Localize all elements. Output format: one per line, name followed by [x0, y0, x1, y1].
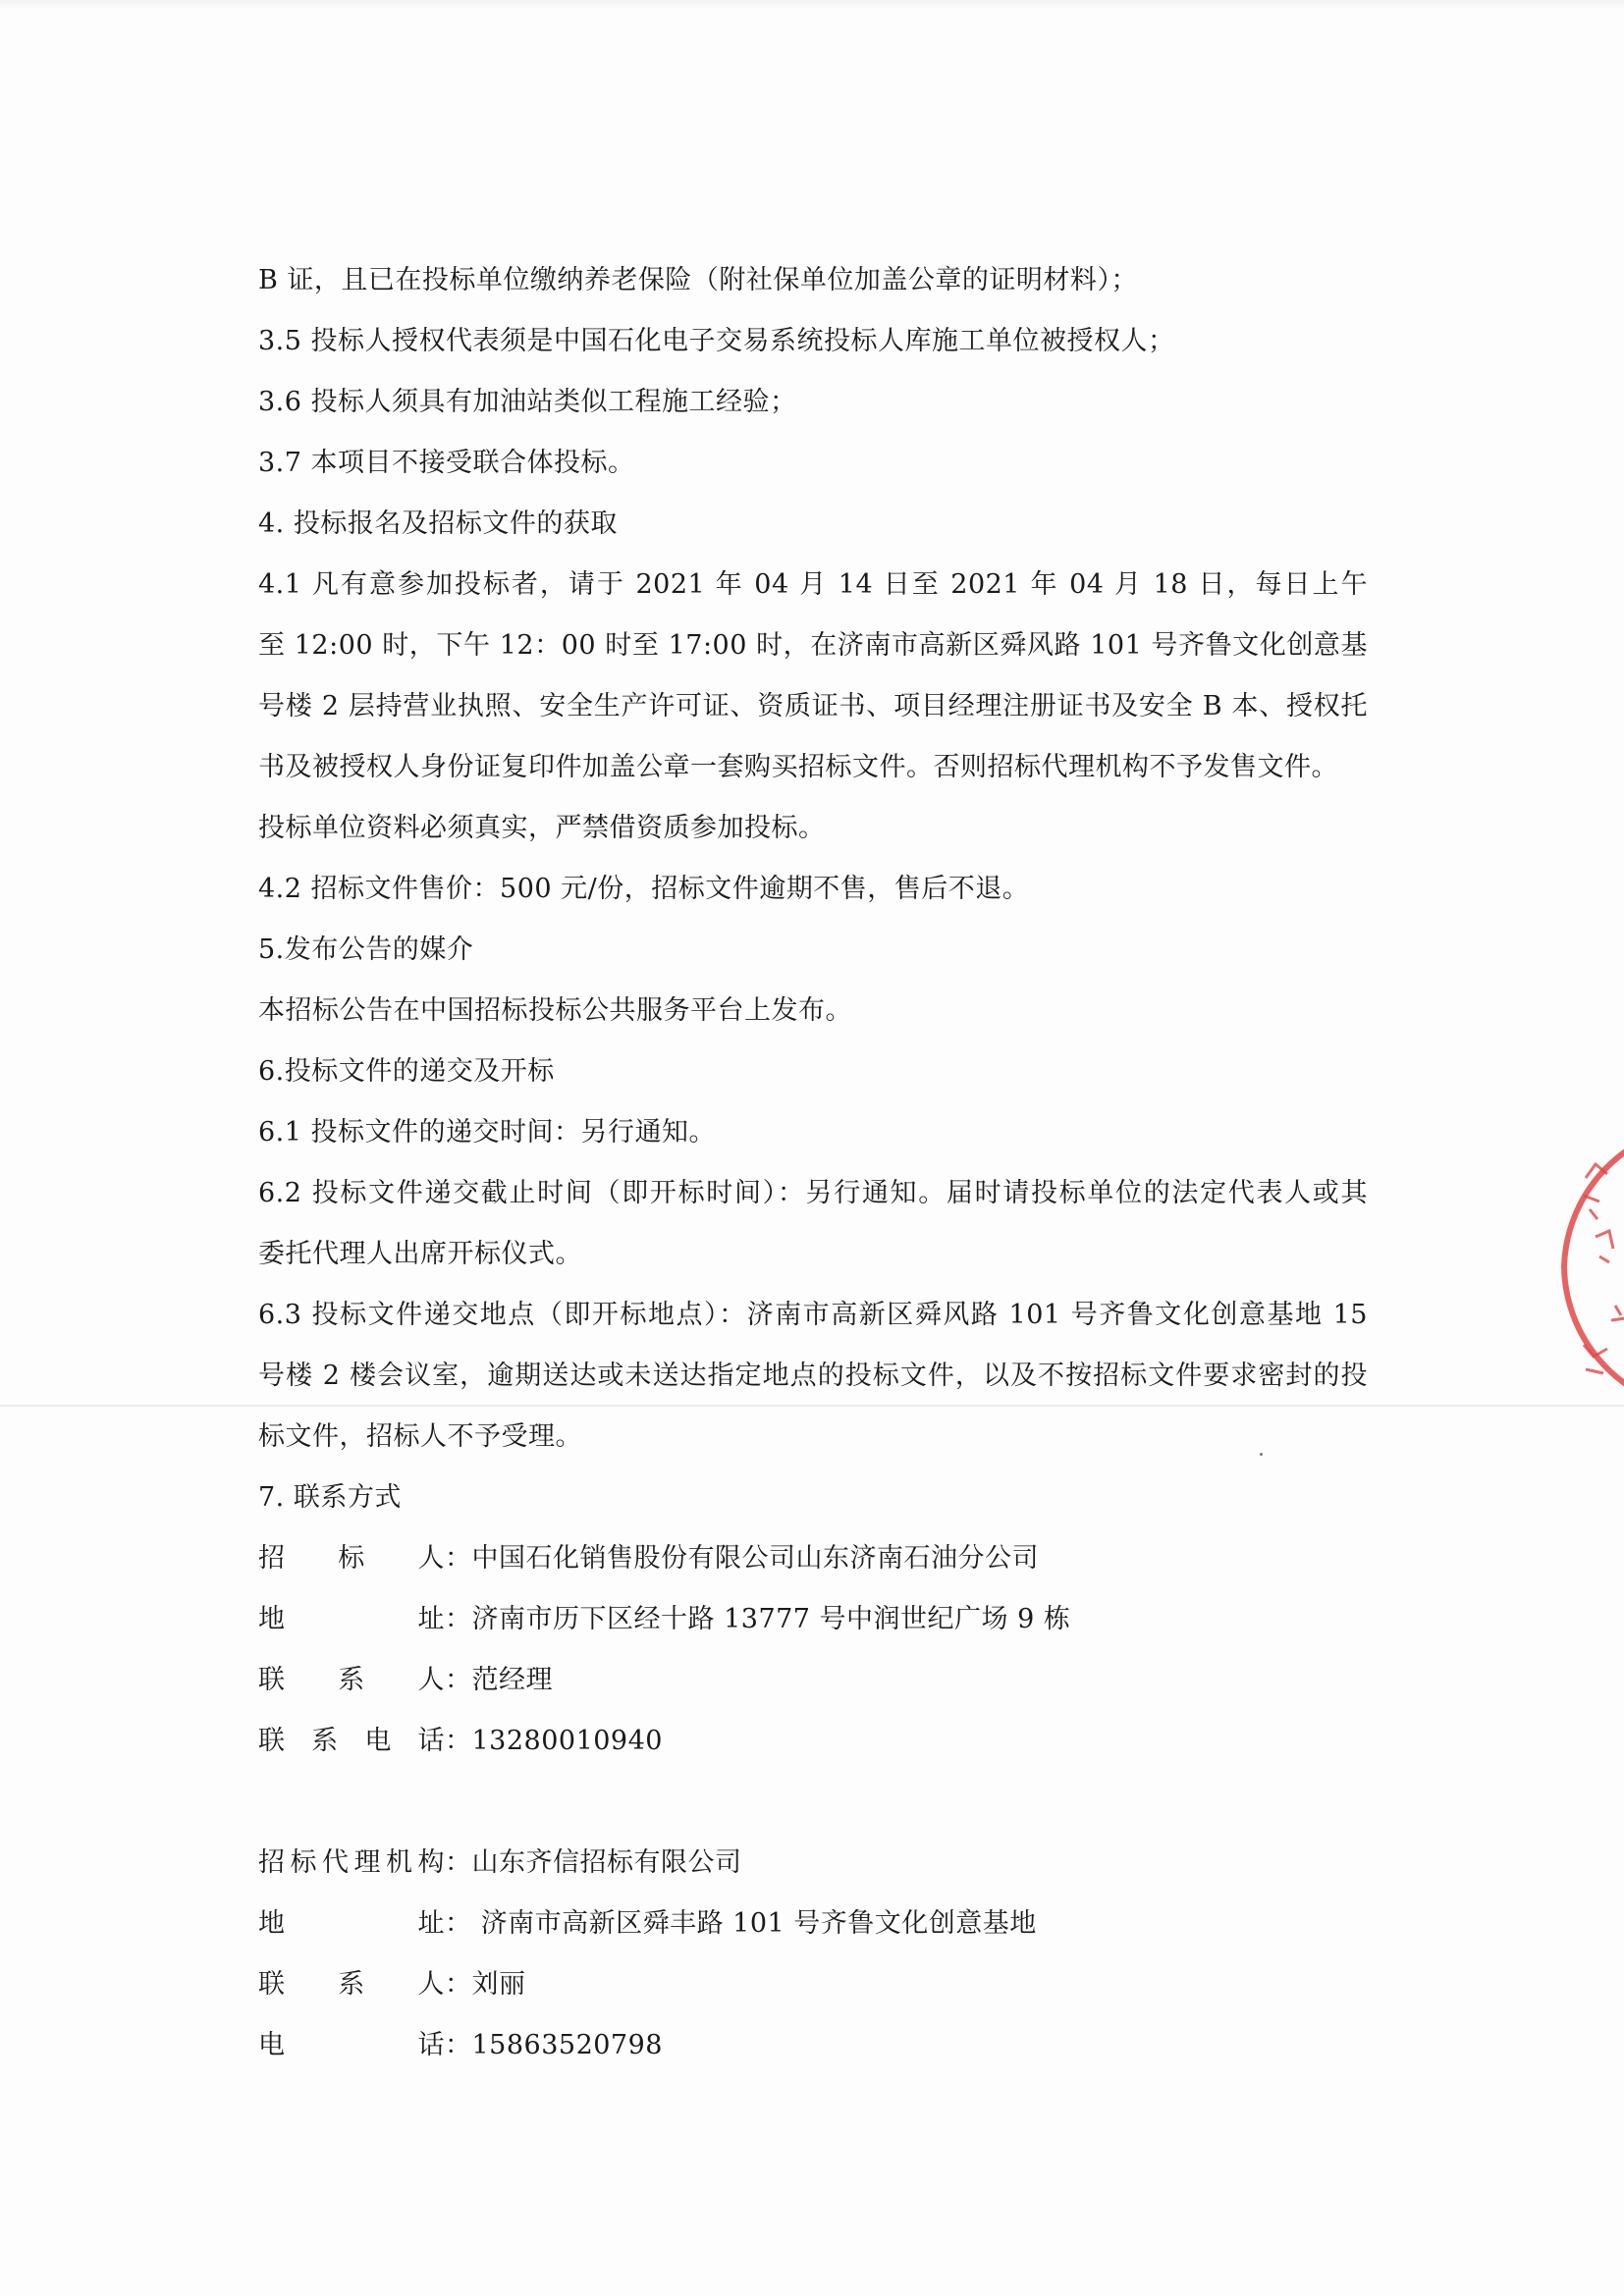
- label-separator: ：: [445, 2030, 472, 2060]
- contact-label: [258, 1833, 445, 1894]
- contact-label: [258, 2015, 445, 2076]
- paragraph-line: 6.1 投标文件的递交时间：另行通知。: [258, 1117, 717, 1148]
- label-char: 理: [353, 1847, 381, 1878]
- contact-label: [258, 1650, 445, 1711]
- label-separator: ：: [445, 1665, 472, 1695]
- paragraph-line: 3.7 本项目不接受联合体投标。: [258, 448, 635, 478]
- label-char: 地: [258, 1604, 286, 1634]
- label-separator: ：: [445, 1847, 472, 1878]
- contact-value: 济南市历下区经十路 13777 号中润世纪广场 9 栋: [471, 1604, 1071, 1634]
- label-char: 址: [417, 1908, 445, 1939]
- contact-row-phone: [258, 2015, 1368, 2076]
- contact-value: 13280010940: [471, 1726, 663, 1756]
- contact-label: [258, 1528, 445, 1589]
- label-separator: ：: [445, 1543, 472, 1574]
- scan-speck: [1260, 1453, 1263, 1456]
- label-separator: ：: [445, 1908, 472, 1939]
- label-separator: ：: [445, 1969, 472, 2000]
- paragraph-line: 6.3 投标文件递交地点（即开标地点）：济南市高新区舜风路 101 号齐鲁文化创意基地 15: [258, 1300, 1368, 1330]
- label-char: 电: [258, 2030, 286, 2060]
- label-char: 系: [338, 1969, 365, 2000]
- paragraph-line: 4.1 凡有意参加投标者，请于 2021 年 04 月 14 日至 2021 年 04 月 18 日，每日上午: [258, 569, 1368, 600]
- contact-row-agency: [258, 1833, 1368, 1894]
- block-spacer: [258, 1772, 1368, 1833]
- paragraph-line: 本招标公告在中国招标投标公共服务平台上发布。: [258, 995, 852, 1026]
- paragraph-line: 3.6 投标人须具有加油站类似工程施工经验；: [258, 387, 797, 417]
- contact-value: 山东齐信招标有限公司: [471, 1847, 742, 1878]
- label-char: 系: [311, 1726, 339, 1756]
- section-heading: 6.投标文件的递交及开标: [258, 1056, 555, 1087]
- contact-value: 范经理: [471, 1665, 553, 1695]
- section-heading: 4. 投标报名及招标文件的获取: [258, 508, 618, 539]
- paragraph-line: 号楼 2 楼会议室，逾期送达或未送达指定地点的投标文件，以及不按招标文件要求密封的投: [258, 1361, 1368, 1391]
- paragraph-line: 6.2 投标文件递交截止时间（即开标时间）：另行通知。届时请投标单位的法定代表人或其: [258, 1178, 1368, 1208]
- label-char: 话: [417, 1726, 445, 1756]
- label-char: 人: [417, 1665, 445, 1695]
- contact-row-tenderer: [258, 1528, 1368, 1589]
- contact-row-phone: [258, 1711, 1368, 1772]
- contact-value: 中国石化销售股份有限公司山东济南石油分公司: [471, 1543, 1039, 1574]
- paragraph-line: 号楼 2 层持营业执照、安全生产许可证、资质证书、项目经理注册证书及安全 B 本、授权托: [258, 691, 1368, 721]
- label-char: 系: [338, 1665, 365, 1695]
- label-char: 招: [258, 1847, 286, 1878]
- label-char: 代: [322, 1847, 350, 1878]
- label-separator: ：: [445, 1604, 472, 1634]
- paragraph-line: 委托代理人出席开标仪式。: [258, 1239, 582, 1269]
- contact-label: [258, 1711, 445, 1772]
- contact-row-contact-person: [258, 1650, 1368, 1711]
- label-char: 联: [258, 1969, 286, 2000]
- label-char: 招: [258, 1543, 286, 1574]
- paragraph-line: 标文件，招标人不予受理。: [258, 1421, 582, 1452]
- paragraph-line: 至 12:00 时，下午 12：00 时至 17:00 时，在济南市高新区舜风路 101 号齐鲁文化创意基: [258, 630, 1368, 661]
- label-char: 电: [364, 1726, 392, 1756]
- label-char: 标: [290, 1847, 317, 1878]
- contact-value: 15863520798: [471, 2030, 663, 2060]
- label-char: 标: [338, 1543, 365, 1574]
- official-seal-stamp: [1556, 1099, 1624, 1433]
- section-heading: 7. 联系方式: [258, 1482, 402, 1513]
- tenderer-contact-block: [258, 1528, 1368, 1772]
- contact-row-address: [258, 1894, 1368, 1954]
- label-char: 联: [258, 1726, 286, 1756]
- label-char: 人: [417, 1969, 445, 2000]
- scan-top-edge: [0, 0, 1624, 10]
- label-char: 址: [417, 1604, 445, 1634]
- label-char: 机: [386, 1847, 413, 1878]
- label-char: 人: [417, 1543, 445, 1574]
- paragraph-line: 4.2 招标文件售价：500 元/份，招标文件逾期不售，售后不退。: [258, 874, 1030, 904]
- agency-contact-block: [258, 1833, 1368, 2076]
- document-body: [258, 250, 1368, 2076]
- section-heading: 5.发布公告的媒介: [258, 934, 474, 965]
- contact-row-address: [258, 1589, 1368, 1650]
- paragraph-line: B 证，且已在投标单位缴纳养老保险（附社保单位加盖公章的证明材料）；: [258, 265, 1138, 295]
- contact-label: [258, 1954, 445, 2015]
- contact-row-contact-person: [258, 1954, 1368, 2015]
- label-separator: ：: [445, 1726, 472, 1756]
- contact-label: [258, 1589, 445, 1650]
- label-char: 联: [258, 1665, 286, 1695]
- contact-value: 刘丽: [471, 1969, 526, 2000]
- label-char: 构: [417, 1847, 445, 1878]
- contact-value: 济南市高新区舜丰路 101 号齐鲁文化创意基地: [471, 1908, 1037, 1939]
- paragraph-line: 投标单位资料必须真实，严禁借资质参加投标。: [258, 813, 826, 843]
- paragraph-line: 书及被授权人身份证复印件加盖公章一套购买招标文件。否则招标代理机构不予发售文件。: [258, 752, 1338, 782]
- label-char: 话: [417, 2030, 445, 2060]
- label-char: 地: [258, 1908, 286, 1939]
- paragraph-line: 3.5 投标人授权代表须是中国石化电子交易系统投标人库施工单位被授权人；: [258, 326, 1175, 356]
- contact-label: [258, 1894, 445, 1954]
